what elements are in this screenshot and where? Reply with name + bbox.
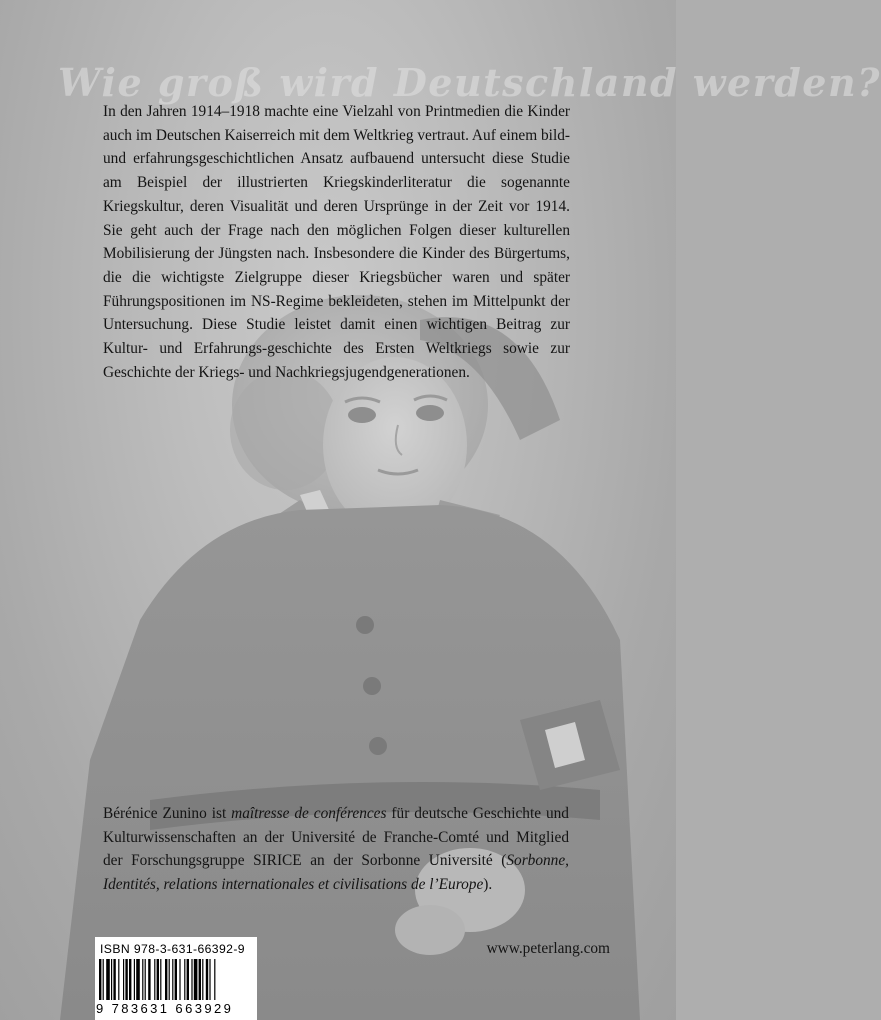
blurb-line: Jüngsten nach. Insbesondere die Kinder des Bürgertums, die die wichtigste	[103, 245, 570, 286]
isbn-label: ISBN 978-3-631-66392-9	[100, 942, 245, 956]
blurb-line: der Frage nach den möglichen Folgen dieser kulturellen Mobilisierung der	[103, 221, 570, 263]
blurb-line: In den Jahren 1914–1918 machte eine Vielzahl von Printmedien die Kinder	[103, 103, 570, 120]
isbn-barcode	[95, 937, 257, 1020]
blurb-line: NS-Regime bekleideten, stehen im Mittelpunkt der Untersuchung. Diese	[103, 292, 570, 334]
blurb-line: geschichte des Ersten Weltkriegs sowie zur Geschichte der Kriegs- und	[103, 340, 570, 381]
research-group-name: Sorbonne, Identités, relations internationales et civilisations de l’Europe	[103, 852, 569, 894]
author-bio-text: Bérénice Zunino ist	[103, 805, 232, 822]
blurb-line: und erfahrungsgeschichtlichen Ansatz aufbauend untersucht diese Studie am	[103, 150, 570, 192]
blurb-line: Beispiel der illustrierten Kriegskinderliteratur die sogenannte Kriegskultur,	[103, 174, 570, 215]
author-title: maîtresse de conférences	[231, 805, 387, 822]
book-blurb	[103, 100, 570, 384]
cover-headline: Wie groß wird Deutschland werden?	[58, 60, 881, 105]
blurb-line: deren Visualität und deren Ursprünge in der Zeit vor 1914. Sie geht auch	[103, 197, 570, 239]
publisher-website: www.peterlang.com	[486, 940, 610, 957]
blurb-line: Studie leistet damit einen wichtigen Beitrag zur Kultur- und Erfahrungs-	[103, 316, 570, 358]
blurb-line: Nachkriegsjugendgenerationen.	[275, 363, 470, 381]
author-bio	[103, 802, 569, 897]
author-bio-text: für deutsche Geschichte und Kulturwissenschaften an der Université de Franche-Comté und Mitglied der Forschungsgruppe SIRICE an der Sorbonne Université (	[103, 805, 569, 870]
blurb-line: Zielgruppe dieser Kriegsbücher waren und später Führungspositionen im	[103, 268, 570, 310]
author-bio-text: ).	[483, 876, 493, 894]
barcode-digits: 9 783631 663929	[96, 1000, 256, 1018]
blurb-line: auch im Deutschen Kaiserreich mit dem Weltkrieg vertraut. Auf einem bild-	[103, 126, 570, 144]
